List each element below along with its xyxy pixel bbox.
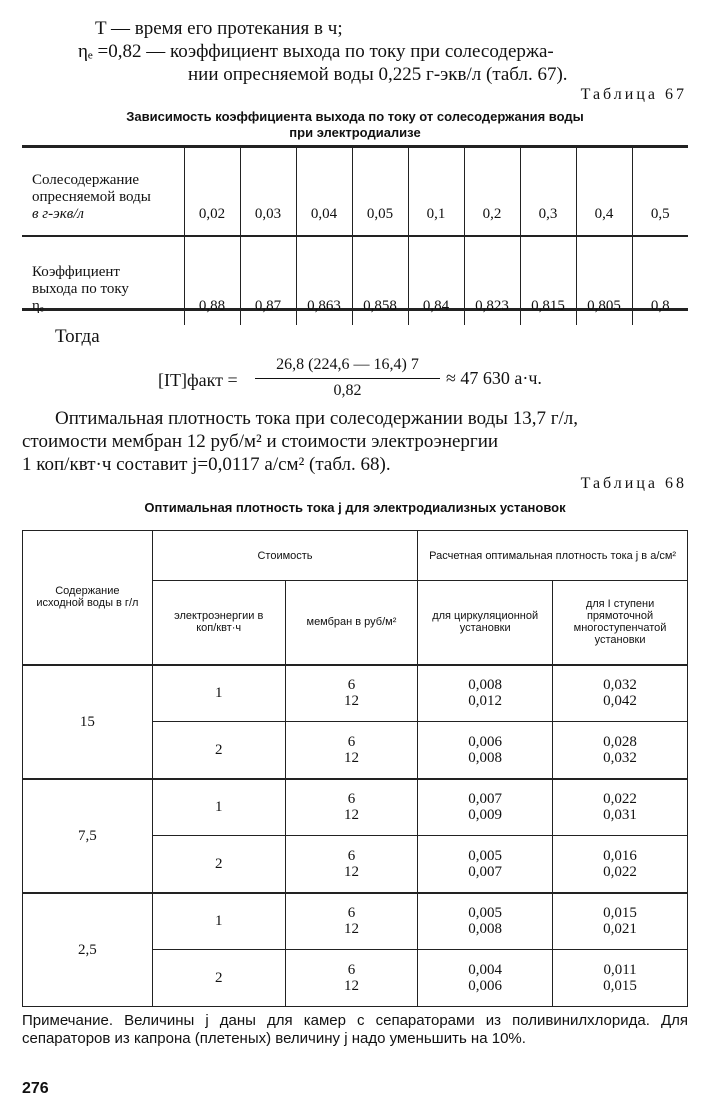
table68-membrane-values: 6 12: [285, 836, 418, 893]
table68-electricity-value: 1: [152, 779, 285, 836]
table68-stage-values: 0,011 0,015: [553, 950, 688, 1007]
formula-bar: [255, 378, 440, 379]
intro-line-2: ηₑ =0,82 — коэффициент выхода по току при солесодержа-: [78, 41, 554, 62]
table68-stage-values: 0,028 0,032: [553, 722, 688, 779]
table67-salinity-value: 0,4: [576, 145, 632, 236]
table68-electricity-value: 2: [152, 836, 285, 893]
table67-efficiency-value: 0,84: [408, 236, 464, 325]
table67-salinity-value: 0,3: [520, 145, 576, 236]
table67-efficiency-value: 0,8: [632, 236, 688, 325]
table68-circulation-values: 0,005 0,008: [418, 893, 553, 950]
page-number: 276: [22, 1080, 49, 1097]
table68-label: Таблица 68: [580, 475, 687, 492]
table67-salinity-value: 0,2: [464, 145, 520, 236]
table67-efficiency-value: 0,87: [240, 236, 296, 325]
header-cost: Стоимость: [152, 531, 417, 581]
header-stage: для I ступени прямоточной многоступенчатой установки: [553, 581, 688, 665]
table67-row2-header: Коэффициент выхода по току ηₑ: [22, 236, 184, 325]
table67-efficiency-value: 0,815: [520, 236, 576, 325]
table67-efficiency-value: 0,88: [184, 236, 240, 325]
table68-membrane-values: 6 12: [285, 950, 418, 1007]
table68-content-value: 7,5: [23, 779, 153, 893]
table68-row: [23, 665, 688, 722]
table67-row1-header: Солесодержание опресняемой воды в г-экв/л: [32, 172, 151, 222]
table68-stage-values: 0,022 0,031: [553, 779, 688, 836]
intro-line-1: T — время его протекания в ч;: [95, 18, 343, 39]
table67-salinity-value: 0,1: [408, 145, 464, 236]
para-line-3: 1 коп/квт·ч составит j=0,0117 а/см² (табл. 68).: [22, 454, 391, 475]
header-content: Содержание исходной воды в г/л: [23, 531, 153, 665]
table68-content-value: 2,5: [23, 893, 153, 1007]
table67-efficiency-value: 0,863: [296, 236, 352, 325]
then-text: Тогда: [55, 326, 100, 347]
table68-membrane-values: 6 12: [285, 779, 418, 836]
table68-circulation-values: 0,008 0,012: [418, 665, 553, 722]
table68-circulation-values: 0,005 0,007: [418, 836, 553, 893]
table67-efficiency-value: 0,805: [576, 236, 632, 325]
table68-electricity-value: 1: [152, 893, 285, 950]
formula-denominator: 0,82: [333, 382, 362, 399]
table68-note: Примечание. Величины j даны для камер с сепараторами из поливинилхлорида. Для сепараторов из капрона (плетеных) величину j надо уменьшить на 10%.: [22, 1012, 688, 1047]
table67-salinity-value: 0,05: [352, 145, 408, 236]
table67-salinity-value: 0,03: [240, 145, 296, 236]
formula-rhs: ≈ 47 630 а·ч.: [446, 368, 542, 388]
header-membranes: мембран в руб/м²: [285, 581, 418, 665]
table68-electricity-value: 2: [152, 722, 285, 779]
table67-salinity-value: 0,04: [296, 145, 352, 236]
table68-row: [23, 779, 688, 836]
table68-membrane-values: 6 12: [285, 893, 418, 950]
table68-electricity-value: 1: [152, 665, 285, 722]
intro-line-3: нии опресняемой воды 0,225 г-экв/л (табл. 67).: [188, 64, 568, 85]
table68-circulation-values: 0,007 0,009: [418, 779, 553, 836]
para-line-2: стоимости мембран 12 руб/м² и стоимости электроэнергии: [22, 431, 499, 452]
header-circulation: для циркуляционной установки: [418, 581, 553, 665]
table68-electricity-value: 2: [152, 950, 285, 1007]
formula-numerator: 26,8 (224,6 — 16,4) 7: [276, 356, 419, 373]
table68-stage-values: 0,016 0,022: [553, 836, 688, 893]
table68-stage-values: 0,015 0,021: [553, 893, 688, 950]
table68-circulation-values: 0,004 0,006: [418, 950, 553, 1007]
table68-stage-values: 0,032 0,042: [553, 665, 688, 722]
header-density: Расчетная оптимальная плотность тока j в а/см²: [418, 531, 688, 581]
table68-row: [23, 893, 688, 950]
table67-label: Таблица 67: [580, 86, 687, 103]
table68-circulation-values: 0,006 0,008: [418, 722, 553, 779]
table67-salinity-value: 0,02: [184, 145, 240, 236]
table67: [22, 145, 688, 325]
table67-salinity-value: 0,5: [632, 145, 688, 236]
table67-efficiency-value: 0,823: [464, 236, 520, 325]
table68-caption: Оптимальная плотность тока j для электродиализных установок: [144, 500, 566, 515]
table67-caption-2: при электродиализе: [289, 125, 421, 140]
header-electricity: электроэнергии в коп/квт·ч: [152, 581, 285, 665]
table68-membrane-values: 6 12: [285, 665, 418, 722]
table67-caption-1: Зависимость коэффициента выхода по току от солесодержания воды: [126, 109, 584, 124]
para-line-1: Оптимальная плотность тока при солесодержании воды 13,7 г/л,: [55, 408, 579, 429]
table68-content-value: 15: [23, 665, 153, 779]
table68: [22, 530, 688, 1007]
table68-membrane-values: 6 12: [285, 722, 418, 779]
table67-efficiency-value: 0,858: [352, 236, 408, 325]
formula-lhs: [IT]факт =: [158, 370, 238, 390]
